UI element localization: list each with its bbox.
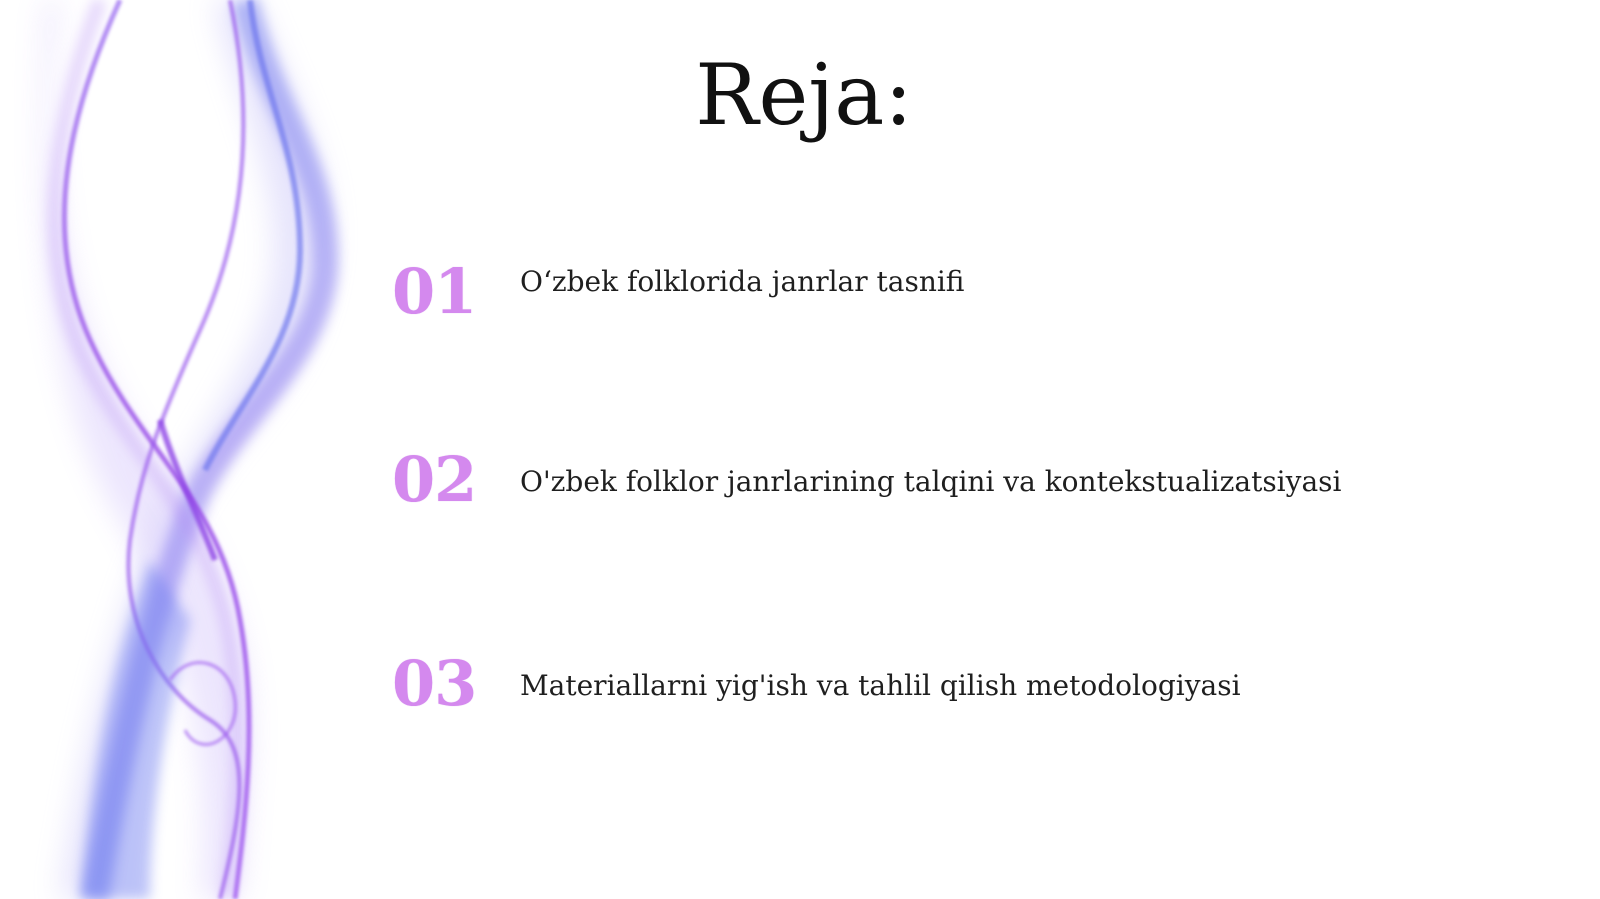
agenda-item-text: O‘zbek folklorida janrlar tasnifi bbox=[520, 265, 965, 298]
agenda-item bbox=[392, 648, 1542, 728]
agenda-item bbox=[392, 256, 1542, 336]
agenda-item-text: O'zbek folklor janrlarining talqini va kontekstualizatsiyasi bbox=[520, 465, 1342, 498]
agenda-item-number: 01 bbox=[392, 255, 477, 328]
slide-title: Reja: bbox=[695, 46, 913, 144]
agenda-item-number: 02 bbox=[392, 443, 477, 516]
agenda-item-text: Materiallarni yig'ish va tahlil qilish metodologiyasi bbox=[520, 669, 1241, 702]
agenda-item bbox=[392, 444, 1542, 524]
agenda-item-number: 03 bbox=[392, 647, 477, 720]
